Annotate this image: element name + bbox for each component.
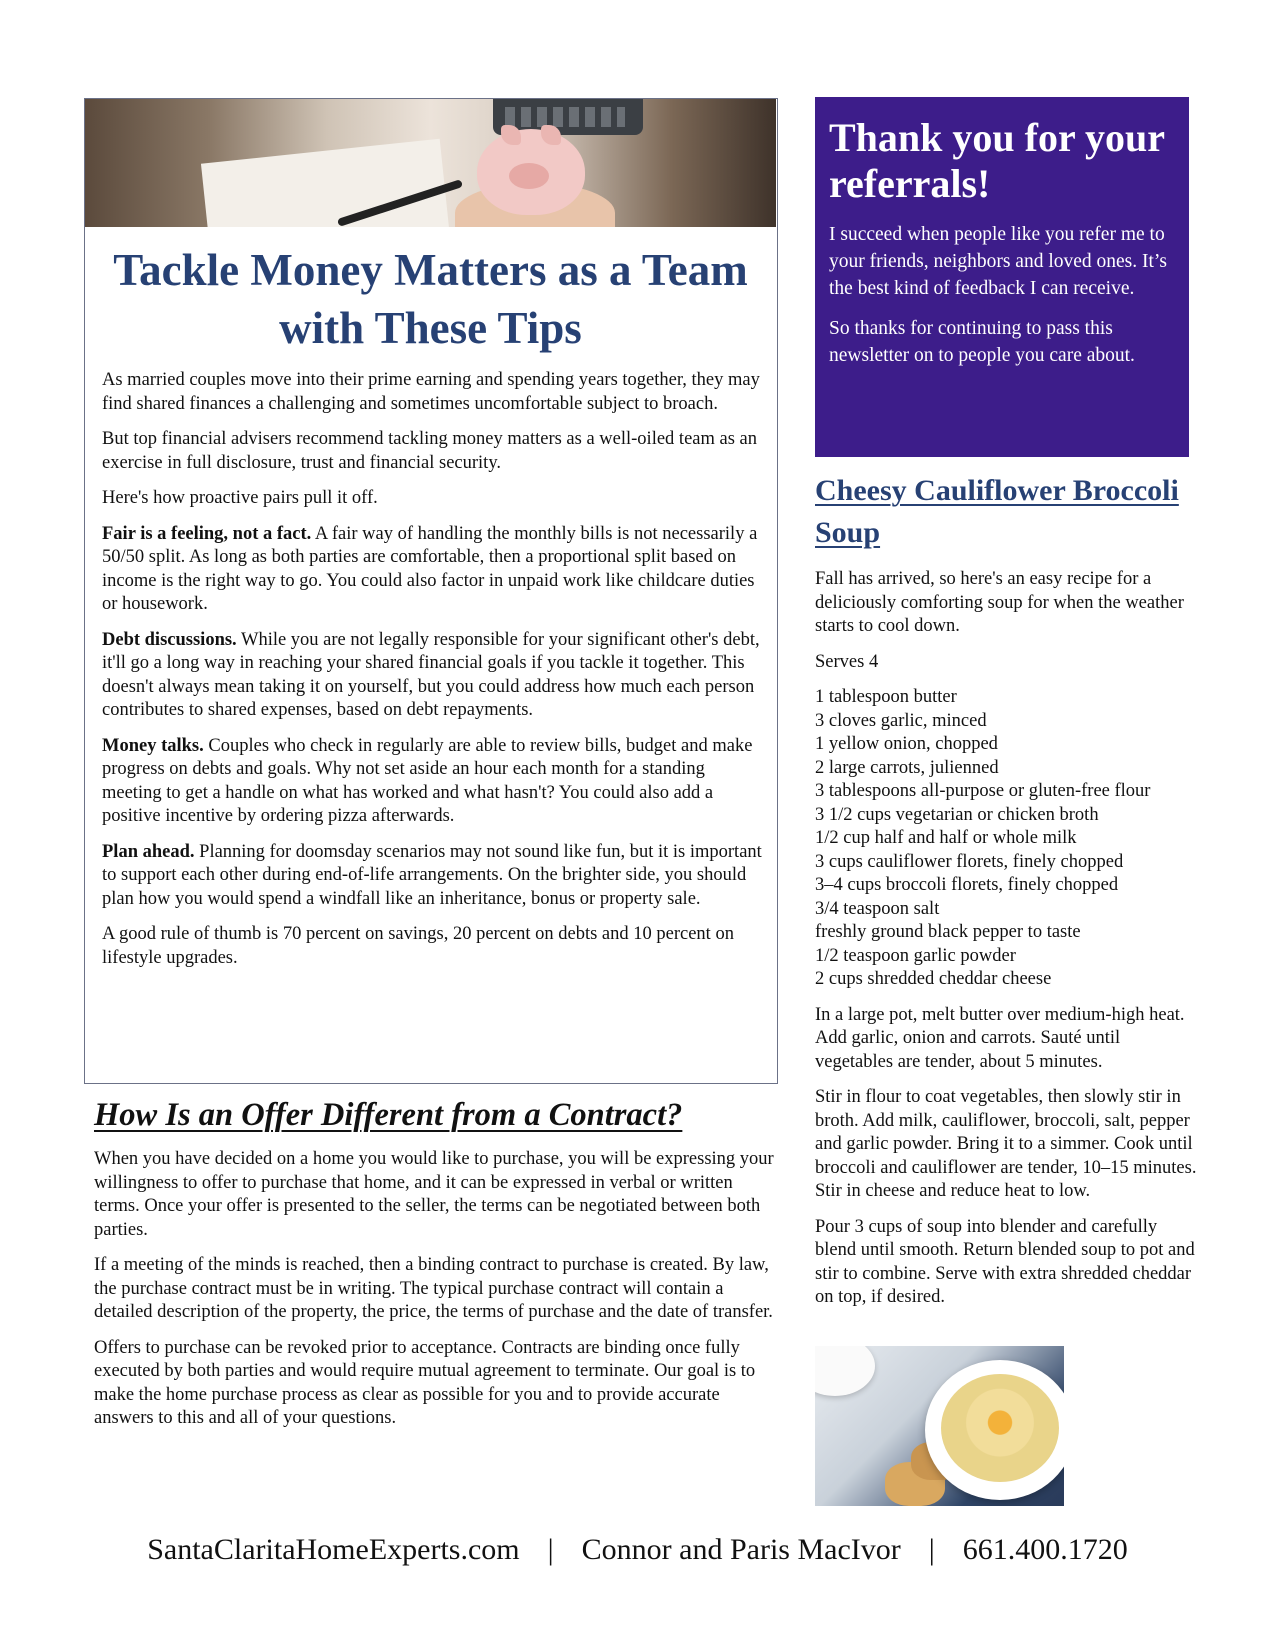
feature-paragraph: Here's how proactive pairs pull it off.	[102, 488, 378, 508]
ingredient-item: 3/4 teaspoon salt	[815, 898, 940, 919]
tip-text: A fair way of handling the monthly bills is not necessarily a 50/50 split. As long as both parties are comfortable, then a proportional split based on income is the right way to go. You could also factor in unpaid work like childcare duties or housework.	[102, 523, 758, 614]
tip-text: Planning for doomsday scenarios may not sound like fun, but it is important to support each other during end-of-life arrangements. On the brighter side, you should plan how you would spend a windfall like an inheritance, bonus or property sale.	[102, 841, 762, 909]
offer-body	[94, 1148, 774, 1443]
feature-title: Tackle Money Matters as a Team with These Tips	[113, 245, 748, 353]
thanks-paragraph: I succeed when people like you refer me to your friends, neighbors and loved ones. It’s the best kind of feedback I can receive.	[829, 224, 1167, 299]
ingredient-item: freshly ground black pepper to taste	[815, 922, 1081, 942]
ingredient-item: 3 cups cauliflower florets, finely chopped	[815, 851, 1124, 872]
feature-paragraph: But top financial advisers recommend tackling money matters as a well-oiled team as an exercise in full disclosure, trust and financial security.	[102, 429, 757, 473]
soup-bowl-photo	[815, 1346, 1064, 1506]
footer-separator: |	[928, 1533, 935, 1566]
ingredient-item: 1/2 cup half and half or whole milk	[815, 828, 1077, 848]
ingredient-list	[815, 686, 1200, 992]
recipe-step: Pour 3 cups of soup into blender and carefully blend until smooth. Return blended soup to pot and stir to combine. Serve with extra shredded cheddar on top, if desired.	[815, 1216, 1195, 1307]
ingredient-item: 3 tablespoons all-purpose or gluten-free flour	[815, 781, 1151, 801]
feature-body	[102, 369, 762, 982]
recipe-body	[815, 568, 1200, 1322]
tip-text: Couples who check in regularly are able to review bills, budget and make progress on debts and goals. Why not set aside an hour each month for a standing meeting to get a handle on what has worked and what hasn't? You could also add a positive incentive by ordering pizza afterwards.	[102, 735, 753, 826]
ingredient-item: 3–4 cups broccoli florets, finely chopped	[815, 875, 1119, 895]
tip-text: While you are not legally responsible for your significant other's debt, it'll go a long way in reaching your shared financial goals if you tackle it together. This doesn't always mean taking it on yourself, but you could address how much each person contributes to shared expenses, based on debt repayments.	[102, 629, 760, 720]
footer-names: Connor and Paris MacIvor	[581, 1533, 901, 1566]
tip-lead: Fair is a feeling, not a fact.	[102, 523, 312, 544]
footer-website: SantaClaritaHomeExperts.com	[147, 1533, 520, 1566]
feature-closing: A good rule of thumb is 70 percent on savings, 20 percent on debts and 10 percent on lifestyle upgrades.	[102, 924, 734, 968]
tip-paragraph	[102, 735, 762, 829]
ingredient-item: 1/2 teaspoon garlic powder	[815, 945, 1016, 966]
thanks-box	[815, 97, 1189, 457]
ingredient-item: 1 yellow onion, chopped	[815, 734, 998, 754]
offer-paragraph: Offers to purchase can be revoked prior to acceptance. Contracts are binding once fully executed by both parties and would require mutual agreement to terminate. Our goal is to make the home purchase process as clear as possible for you and to provide accurate answers to this and all of your questions.	[94, 1337, 756, 1428]
tip-paragraph	[102, 629, 762, 723]
footer-phone: 661.400.1720	[962, 1533, 1128, 1566]
feature-article-box	[84, 98, 778, 1084]
tip-paragraph	[102, 841, 762, 912]
thanks-title: Thank you for your referrals!	[829, 115, 1165, 206]
couple-piggy-bank-photo	[85, 99, 776, 227]
thanks-paragraph: So thanks for continuing to pass this newsletter on to people you care about.	[829, 318, 1135, 366]
feature-paragraph: As married couples move into their prime earning and spending years together, they may find shared finances a challenging and sometimes uncomfortable subject to broach.	[102, 370, 760, 414]
tip-paragraph	[102, 523, 762, 617]
ingredient-item: 3 cloves garlic, minced	[815, 710, 987, 731]
ingredient-item: 2 cups shredded cheddar cheese	[815, 969, 1052, 989]
ingredient-item: 1 tablespoon butter	[815, 687, 957, 707]
tip-lead: Plan ahead.	[102, 841, 195, 862]
footer	[0, 1530, 1275, 1570]
offer-paragraph: When you have decided on a home you would like to purchase, you will be expressing your willingness to offer to purchase that home, and it can be expressed in verbal or written terms. Once your offer is presented to the seller, the terms can be negotiated between both parties.	[94, 1149, 774, 1240]
recipe-intro: Fall has arrived, so here's an easy recipe for a deliciously comforting soup for when the weather starts to cool down.	[815, 569, 1184, 636]
recipe-step: Stir in flour to coat vegetables, then slowly stir in broth. Add milk, cauliflower, broccoli, salt, pepper and garlic powder. Bring it to a simmer. Cook until broccoli and cauliflower are tender, 10–15 minutes. Stir in cheese and reduce heat to low.	[815, 1087, 1197, 1201]
ingredient-item: 3 1/2 cups vegetarian or chicken broth	[815, 804, 1099, 825]
recipe-step: In a large pot, melt butter over medium-high heat. Add garlic, onion and carrots. Sauté until vegetables are tender, about 5 minutes.	[815, 1004, 1185, 1072]
offer-paragraph: If a meeting of the minds is reached, then a binding contract to purchase is created. By law, the purchase contract must be in writing. The typical purchase contract will contain a detailed description of the property, the price, the terms of purchase and the date of transfer.	[94, 1255, 773, 1322]
tip-lead: Debt discussions.	[102, 629, 237, 650]
offer-title: How Is an Offer Different from a Contract?	[94, 1097, 683, 1133]
tip-lead: Money talks.	[102, 735, 204, 756]
footer-separator: |	[547, 1533, 554, 1566]
recipe-title: Cheesy Cauliflower Broccoli Soup	[815, 474, 1179, 549]
recipe-serves: Serves 4	[815, 651, 879, 672]
ingredient-item: 2 large carrots, julienned	[815, 757, 999, 778]
